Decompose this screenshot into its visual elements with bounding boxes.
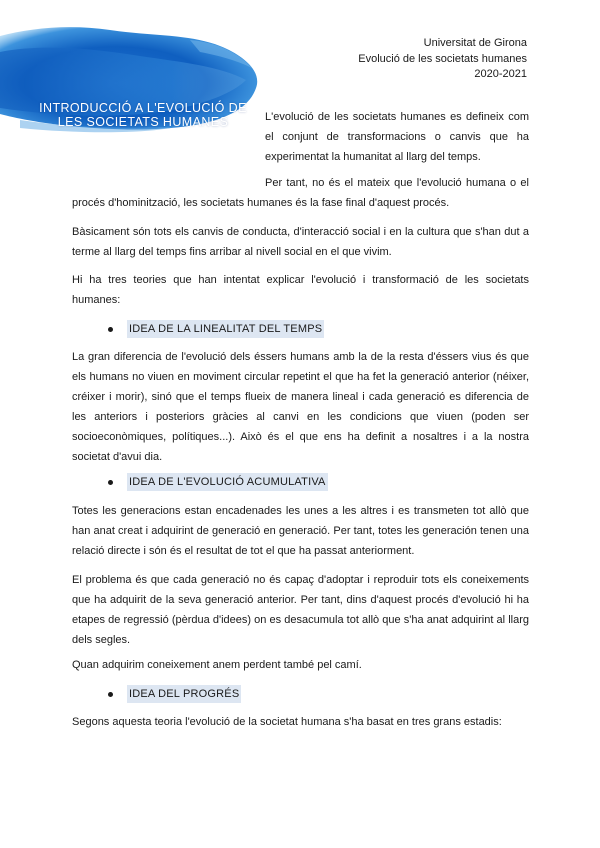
intro-paragraph: L'evolució de les societats humanes es defineix com el conjunt de transformacions o canvis que ha experimentat la humanitat al llarg del temps. (265, 111, 529, 163)
paragraph-regression: El problema és que cada generació no és capaç d'adoptar i reproduir tots els coneixements que ha adquirit de la seva generació anterior. Per tant, dins d'aquest procés d'evolució hi ha etapes de regressió (pèrdua d'idees) on es desacumula tot allò que s'ha anat adquirint al llarg dels segles. (72, 574, 529, 646)
paragraph-changes: Bàsicament són tots els canvis de conducta, d'interacció social i en la cultura que s'han dut a terme al llarg del temps fins arribar al nivell social en el que vivim. (72, 226, 529, 258)
academic-year: 2020-2021 (474, 68, 527, 80)
paragraph-hominization-text: Per tant, no és el mateix que l'evolució humana o el procés d'hominització, les societats humanes és la fase final d'aquest procés. (72, 177, 529, 209)
bullet-progress-label: IDEA DEL PROGRÉS (127, 685, 241, 703)
paragraph-knowledge-loss: Quan adquirim coneixement anem perdent també pel camí. (72, 659, 362, 671)
bullet-cumulative (108, 473, 328, 491)
institution-name: Universitat de Girona (423, 37, 527, 49)
paragraph-generations: Totes les generacions estan encadenades les unes a les altres i es transmeten tot allò que han anat creat i adquirint de generació en generació. Per tant, totes les generación tenen una relació directe i són és el resultat de tot el que ha passat anteriorment. (72, 505, 529, 557)
banner-title (38, 101, 248, 129)
bullet-dot-icon (108, 327, 113, 332)
banner-title-line-1: INTRODUCCIÓ A L'EVOLUCIÓ DE (39, 101, 247, 115)
bullet-linearity (108, 320, 324, 338)
title-banner (0, 22, 262, 134)
bullet-progress (108, 685, 241, 703)
bullet-dot-icon (108, 480, 113, 485)
bullet-dot-icon (108, 692, 113, 697)
paragraph-theories: Hi ha tres teories que han intentat explicar l'evolució i transformació de les societats humanes: (72, 274, 529, 306)
course-name: Evolució de les societats humanes (358, 52, 527, 65)
paragraph-linearity: La gran diferencia de l'evolució dels éssers humans amb la de la resta d'éssers vius és que els humans no viuen en moviment circular repetint el que ha fet la generació anterior (néixer, créixer i morir), sinó que el temps flueix de manera lineal i cada generació es diferencia de les anteriors i posteriors gràcies al canvi en les condicions que viuen (poden ser socioeconòmiques, polítiques...). Això és el que ens ha definit a nosaltres i a la nostra societat d'avui dia. (72, 351, 529, 463)
bullet-cumulative-label: IDEA DE L'EVOLUCIÓ ACUMULATIVA (127, 473, 328, 491)
bullet-linearity-label: IDEA DE LA LINEALITAT DEL TEMPS (127, 320, 324, 338)
document-header (358, 36, 527, 83)
paragraph-hominization (72, 173, 529, 213)
paragraph-stages: Segons aquesta teoria l'evolució de la societat humana s'ha basat en tres grans estadis: (72, 716, 502, 728)
banner-title-line-2: LES SOCIETATS HUMANES (57, 115, 229, 129)
